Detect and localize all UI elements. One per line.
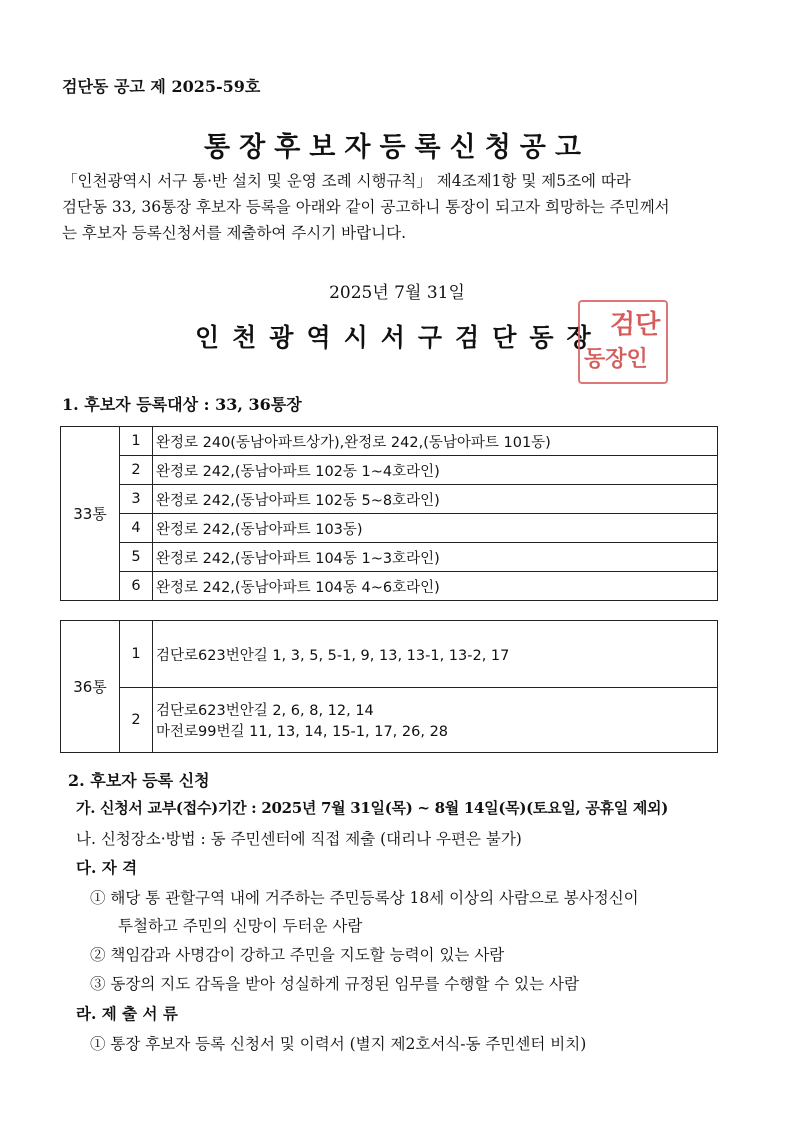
table-row bbox=[61, 485, 718, 514]
row-number: 2 bbox=[120, 456, 153, 485]
row-number: 1 bbox=[120, 427, 153, 456]
row-number: 5 bbox=[120, 543, 153, 572]
address-cell: 검단로623번안길 1, 3, 5, 5-1, 9, 13, 13-1, 13-2, 17 bbox=[153, 621, 718, 688]
address-cell bbox=[153, 688, 718, 753]
table-row bbox=[61, 427, 718, 456]
section-1-heading: 1. 후보자 등록대상 : 33, 36통장 bbox=[62, 395, 302, 414]
group-label: 36통 bbox=[61, 621, 120, 753]
table-row bbox=[61, 456, 718, 485]
seal-text-top: 검단 bbox=[610, 310, 661, 340]
address-line: 검단로623번안길 2, 6, 8, 12, 14 bbox=[156, 703, 374, 719]
document-1: ① 통장 후보자 등록 신청서 및 이력서 (별지 제2호서식-동 주민센터 비치) bbox=[90, 1035, 587, 1053]
item-na-method: 나. 신청장소·방법 : 동 주민센터에 직접 제출 (대리나 우편은 불가) bbox=[76, 830, 522, 848]
row-number: 2 bbox=[120, 688, 153, 753]
item-da-qualification: 다. 자 격 bbox=[76, 858, 138, 877]
qualification-1: ① 해당 통 관할구역 내에 거주하는 주민등록상 18세 이상의 사람으로 봉사정신이 bbox=[90, 889, 639, 907]
address-cell: 완정로 240(동남아파트상가),완정로 242,(동남아파트 101동) bbox=[153, 427, 718, 456]
table-row bbox=[61, 543, 718, 572]
qualification-1-cont: 투철하고 주민의 신망이 두터운 사람 bbox=[118, 917, 363, 935]
official-seal-stamp bbox=[578, 300, 668, 384]
row-number: 3 bbox=[120, 485, 153, 514]
intro-line: 는 후보자 등록신청서를 제출하여 주시기 바랍니다. bbox=[62, 224, 406, 242]
page-title: 통장후보자등록신청공고 bbox=[204, 132, 590, 163]
address-cell: 완정로 242,(동남아파트 104동 1~3호라인) bbox=[153, 543, 718, 572]
document-number: 검단동 공고 제 2025-59호 bbox=[62, 77, 261, 96]
qualification-3: ③ 동장의 지도 감독을 받아 성실하게 규정된 임무를 수행할 수 있는 사람 bbox=[90, 975, 579, 993]
address-cell: 완정로 242,(동남아파트 103동) bbox=[153, 514, 718, 543]
address-line: 마전로99번길 11, 13, 14, 15-1, 17, 26, 28 bbox=[156, 724, 449, 740]
seal-text-bottom: 동장인 bbox=[584, 346, 648, 372]
table-row bbox=[61, 514, 718, 543]
table-row bbox=[61, 621, 718, 688]
row-number: 1 bbox=[120, 621, 153, 688]
row-number: 6 bbox=[120, 572, 153, 601]
intro-line: 「인천광역시 서구 통·반 설치 및 운영 조례 시행규칙」 제4조제1항 및 제5조에 따라 bbox=[62, 172, 631, 190]
item-ga-period: 가. 신청서 교부(접수)기간 : 2025년 7월 31일(목) ~ 8월 14일(목)(토요일, 공휴일 제외) bbox=[76, 799, 668, 817]
address-cell: 완정로 242,(동남아파트 104동 4~6호라인) bbox=[153, 572, 718, 601]
tong-36-table bbox=[60, 620, 718, 753]
table-row bbox=[61, 688, 718, 753]
address-cell: 완정로 242,(동남아파트 102동 5~8호라인) bbox=[153, 485, 718, 514]
section-2-heading: 2. 후보자 등록 신청 bbox=[68, 771, 210, 790]
intro-line: 검단동 33, 36통장 후보자 등록을 아래와 같이 공고하니 통장이 되고자 희망하는 주민께서 bbox=[62, 198, 670, 216]
address-cell: 완정로 242,(동남아파트 102동 1~4호라인) bbox=[153, 456, 718, 485]
item-ra-documents: 라. 제 출 서 류 bbox=[76, 1004, 178, 1023]
intro-paragraph bbox=[62, 168, 742, 246]
table-row bbox=[61, 572, 718, 601]
announcement-date: 2025년 7월 31일 bbox=[329, 283, 465, 303]
issuer-name: 인천광역시서구검단동장 bbox=[195, 323, 604, 352]
group-label: 33통 bbox=[61, 427, 120, 601]
qualification-2: ② 책임감과 사명감이 강하고 주민을 지도할 능력이 있는 사람 bbox=[90, 946, 505, 964]
row-number: 4 bbox=[120, 514, 153, 543]
tong-33-table bbox=[60, 426, 718, 601]
